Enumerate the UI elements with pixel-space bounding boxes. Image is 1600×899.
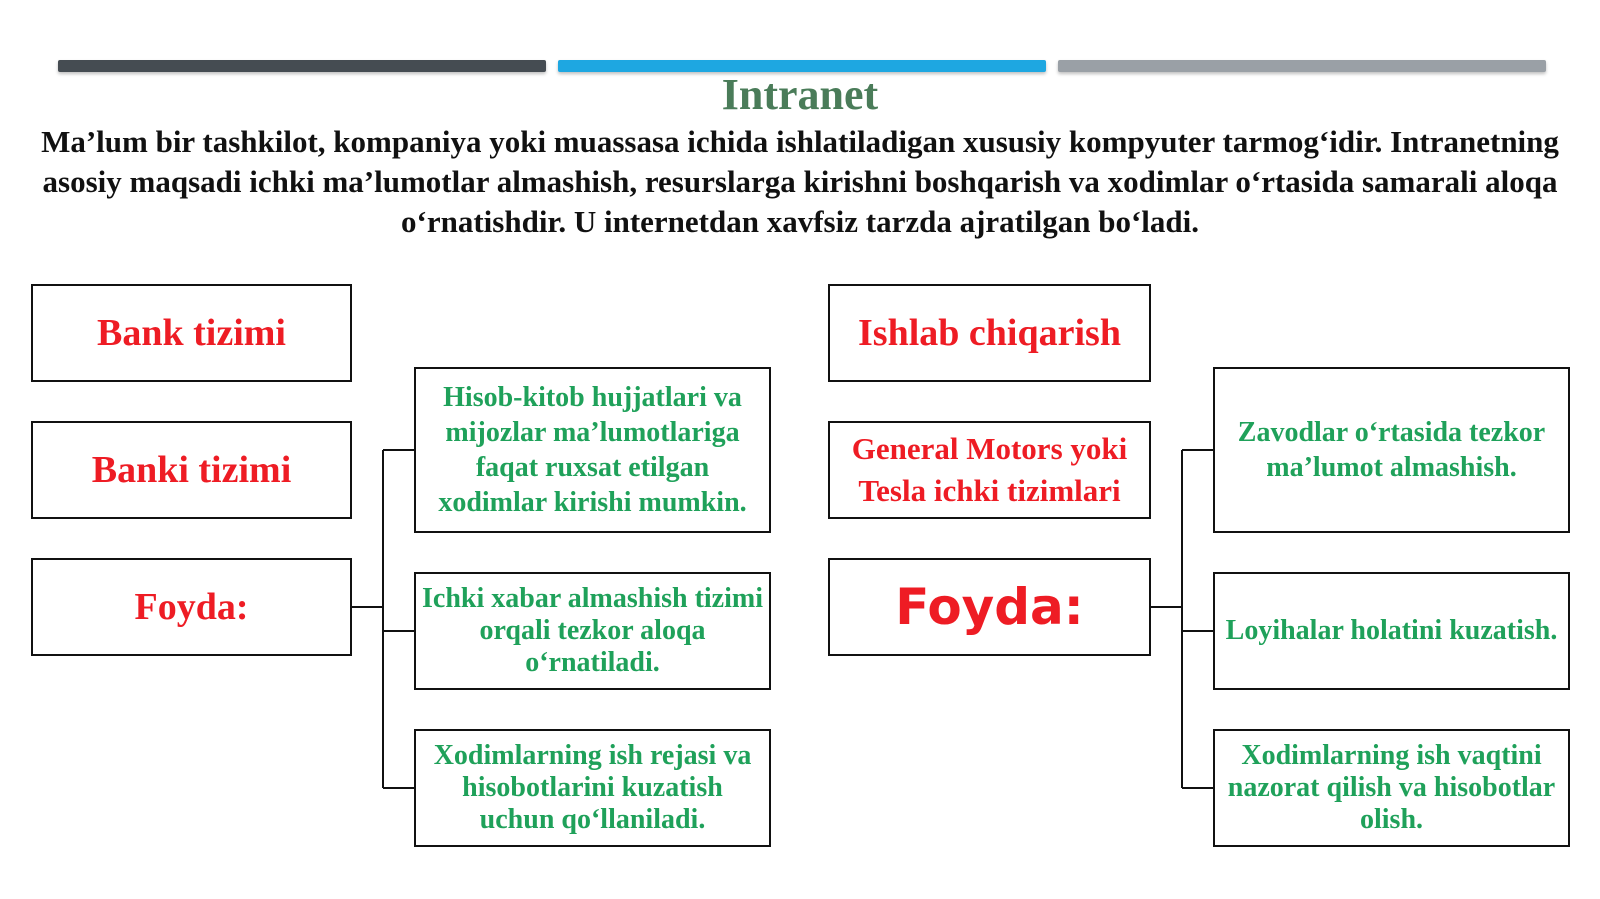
benefit-right-2-text: Loyihalar holatini kuzatish. bbox=[1225, 615, 1558, 646]
benefit-right-3 bbox=[1213, 729, 1570, 847]
benefit-right-3-text: Xodimlarning ish vaqtini nazorat qilish va hisobotlar olish. bbox=[1227, 740, 1556, 835]
label-banki-tizimi-text: Banki tizimi bbox=[91, 449, 292, 491]
benefit-left-1 bbox=[414, 367, 771, 533]
label-ishlab-chiqarish-text: Ishlab chiqarish bbox=[858, 312, 1121, 354]
slide-title: Intranet bbox=[721, 70, 879, 119]
label-foyda-right-text: Foyda: bbox=[895, 578, 1084, 636]
label-foyda-left-text: Foyda: bbox=[134, 586, 249, 628]
label-foyda-left bbox=[31, 558, 352, 656]
benefit-left-3-text: Xodimlarning ish rejasi va hisobotlarini kuzatish uchun qo‘llaniladi. bbox=[433, 740, 752, 835]
benefit-left-2-text: Ichki xabar almashish tizimi orqali tezkor aloqa o‘rnatiladi. bbox=[422, 583, 763, 678]
label-foyda-right bbox=[828, 558, 1151, 656]
benefit-right-2 bbox=[1213, 572, 1570, 690]
benefit-left-1-text: Hisob-kitob hujjatlari va mijozlar ma’lumotlariga faqat ruxsat etilgan xodimlar kirishi mumkin. bbox=[438, 382, 747, 518]
label-bank-tizimi bbox=[31, 284, 352, 382]
benefit-right-1 bbox=[1213, 367, 1570, 533]
label-bank-tizimi-text: Bank tizimi bbox=[97, 312, 286, 354]
label-general-motors-text: General Motors yoki Tesla ichki tizimlari bbox=[851, 431, 1128, 508]
label-ishlab-chiqarish bbox=[828, 284, 1151, 382]
benefit-right-1-text: Zavodlar o‘rtasida tezkor ma’lumot almashish. bbox=[1237, 417, 1546, 483]
label-banki-tizimi bbox=[31, 421, 352, 519]
benefit-left-2 bbox=[414, 572, 771, 690]
label-general-motors bbox=[828, 421, 1151, 519]
benefit-left-3 bbox=[414, 729, 771, 847]
intro-text: Ma’lum bir tashkilot, kompaniya yoki muassasa ichida ishlatiladigan xususiy kompyuter tarmog‘idir. Intranetning asosiy maqsadi ichki ma’lumotlar almashish, resurslarga kirishni boshqarish va xodimlar o‘rtasida samarali aloqa o‘rnatishdir. U internetdan xavfsiz tarzda ajratilgan bo‘ladi. bbox=[41, 124, 1559, 239]
